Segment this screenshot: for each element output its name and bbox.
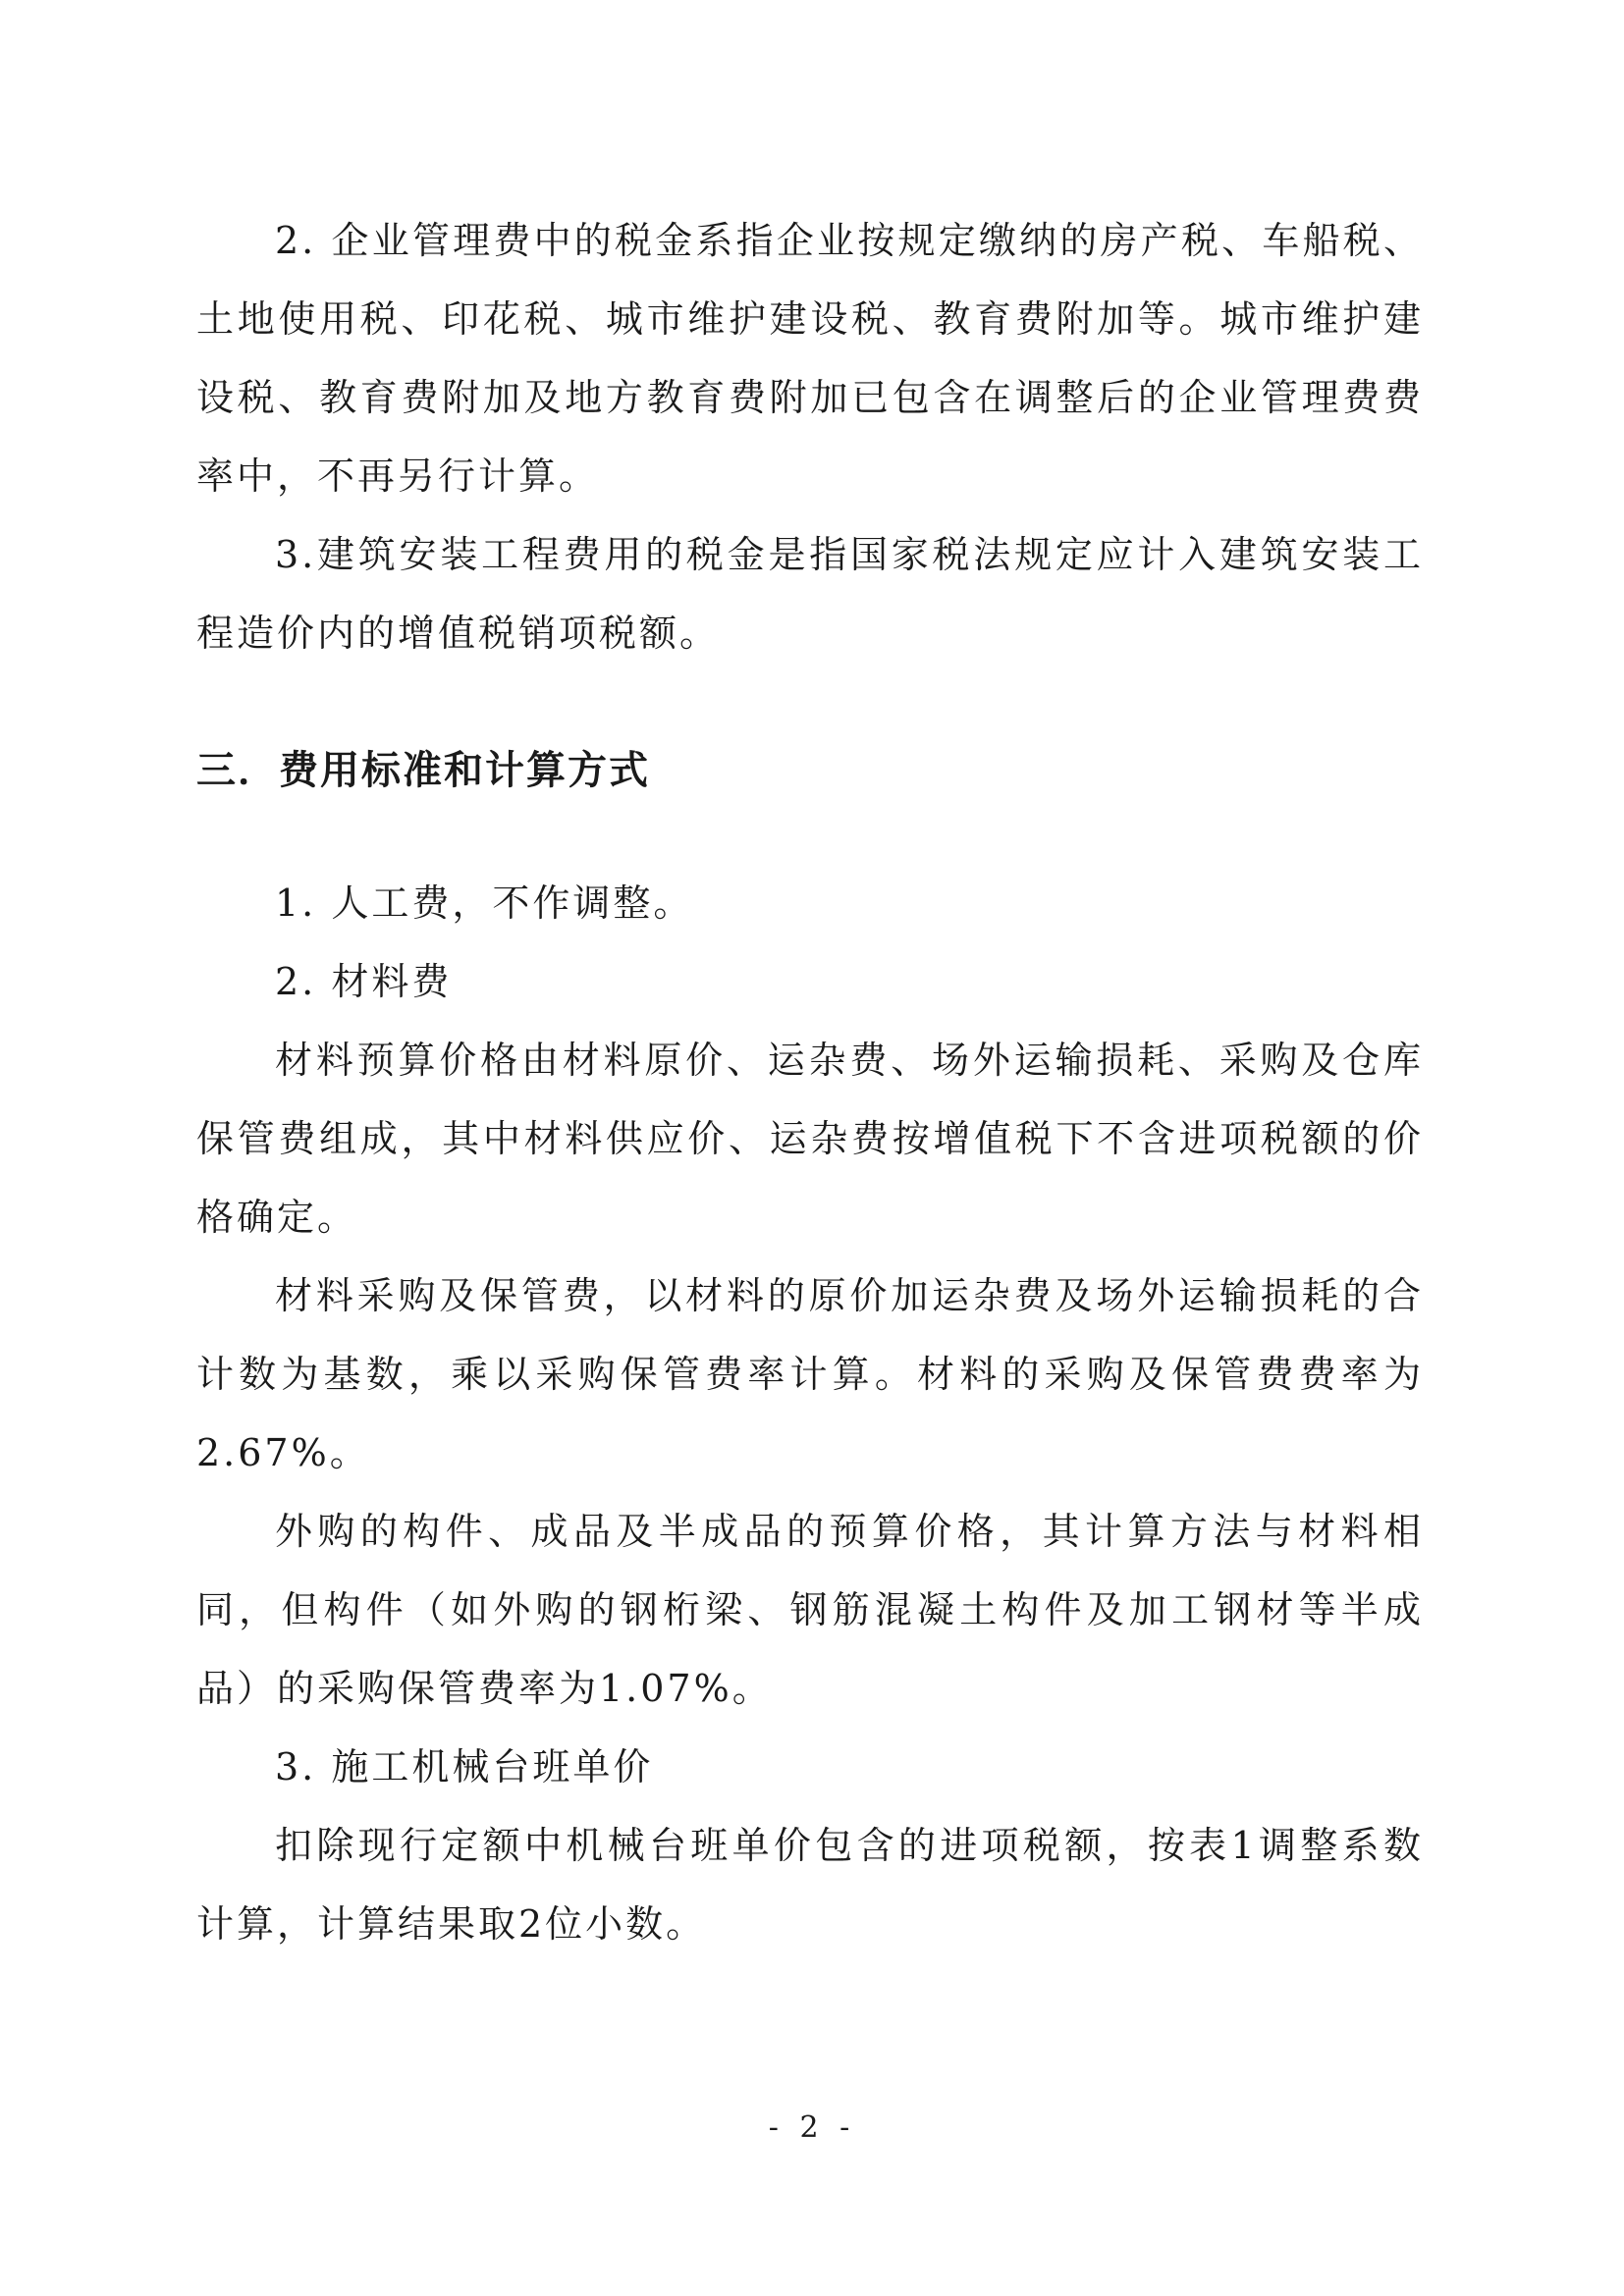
section-heading: 三．费用标准和计算方式 <box>196 748 650 793</box>
paragraph-machinery-shift-adjustment: 扣除现行定额中机械台班单价包含的进项税额，按表1调整系数计算，计算结果取2位小数。 <box>196 1824 1424 1946</box>
page-number: - 2 - <box>768 2110 856 2145</box>
text-block-upper <box>196 201 1424 672</box>
paragraph-procurement-storage-fee: 材料采购及保管费，以材料的原价加运杂费及场外运输损耗的合计数为基数，乘以采购保管费率计算。材料的采购及保管费费率为2.67%。 <box>196 1274 1424 1474</box>
paragraph-tax-in-management-fee: 2. 企业管理费中的税金系指企业按规定缴纳的房产税、车船税、土地使用税、印花税、城市维护建设税、教育费附加等。城市维护建设税、教育费附加及地方教育费附加已包含在调整后的企业管理费费率中，不再另行计算。 <box>196 219 1424 498</box>
paragraph-machinery-shift-heading: 3. 施工机械台班单价 <box>275 1745 654 1789</box>
paragraph-material-budget-price: 材料预算价格由材料原价、运杂费、场外运输损耗、采购及仓库保管费组成，其中材料供应价、运杂费按增值税下不含进项税额的价格确定。 <box>196 1039 1424 1239</box>
paragraph-material-cost-heading: 2. 材料费 <box>275 960 453 1003</box>
text-block-lower <box>196 864 1424 1963</box>
paragraph-construction-tax: 3.建筑安装工程费用的税金是指国家税法规定应计入建筑安装工程造价内的增值税销项税额。 <box>196 533 1424 655</box>
paragraph-purchased-components: 外购的构件、成品及半成品的预算价格，其计算方法与材料相同，但构件（如外购的钢桁梁、钢筋混凝土构件及加工钢材等半成品）的采购保管费率为1.07%。 <box>196 1510 1424 1710</box>
paragraph-labor-cost: 1. 人工费，不作调整。 <box>275 881 694 925</box>
